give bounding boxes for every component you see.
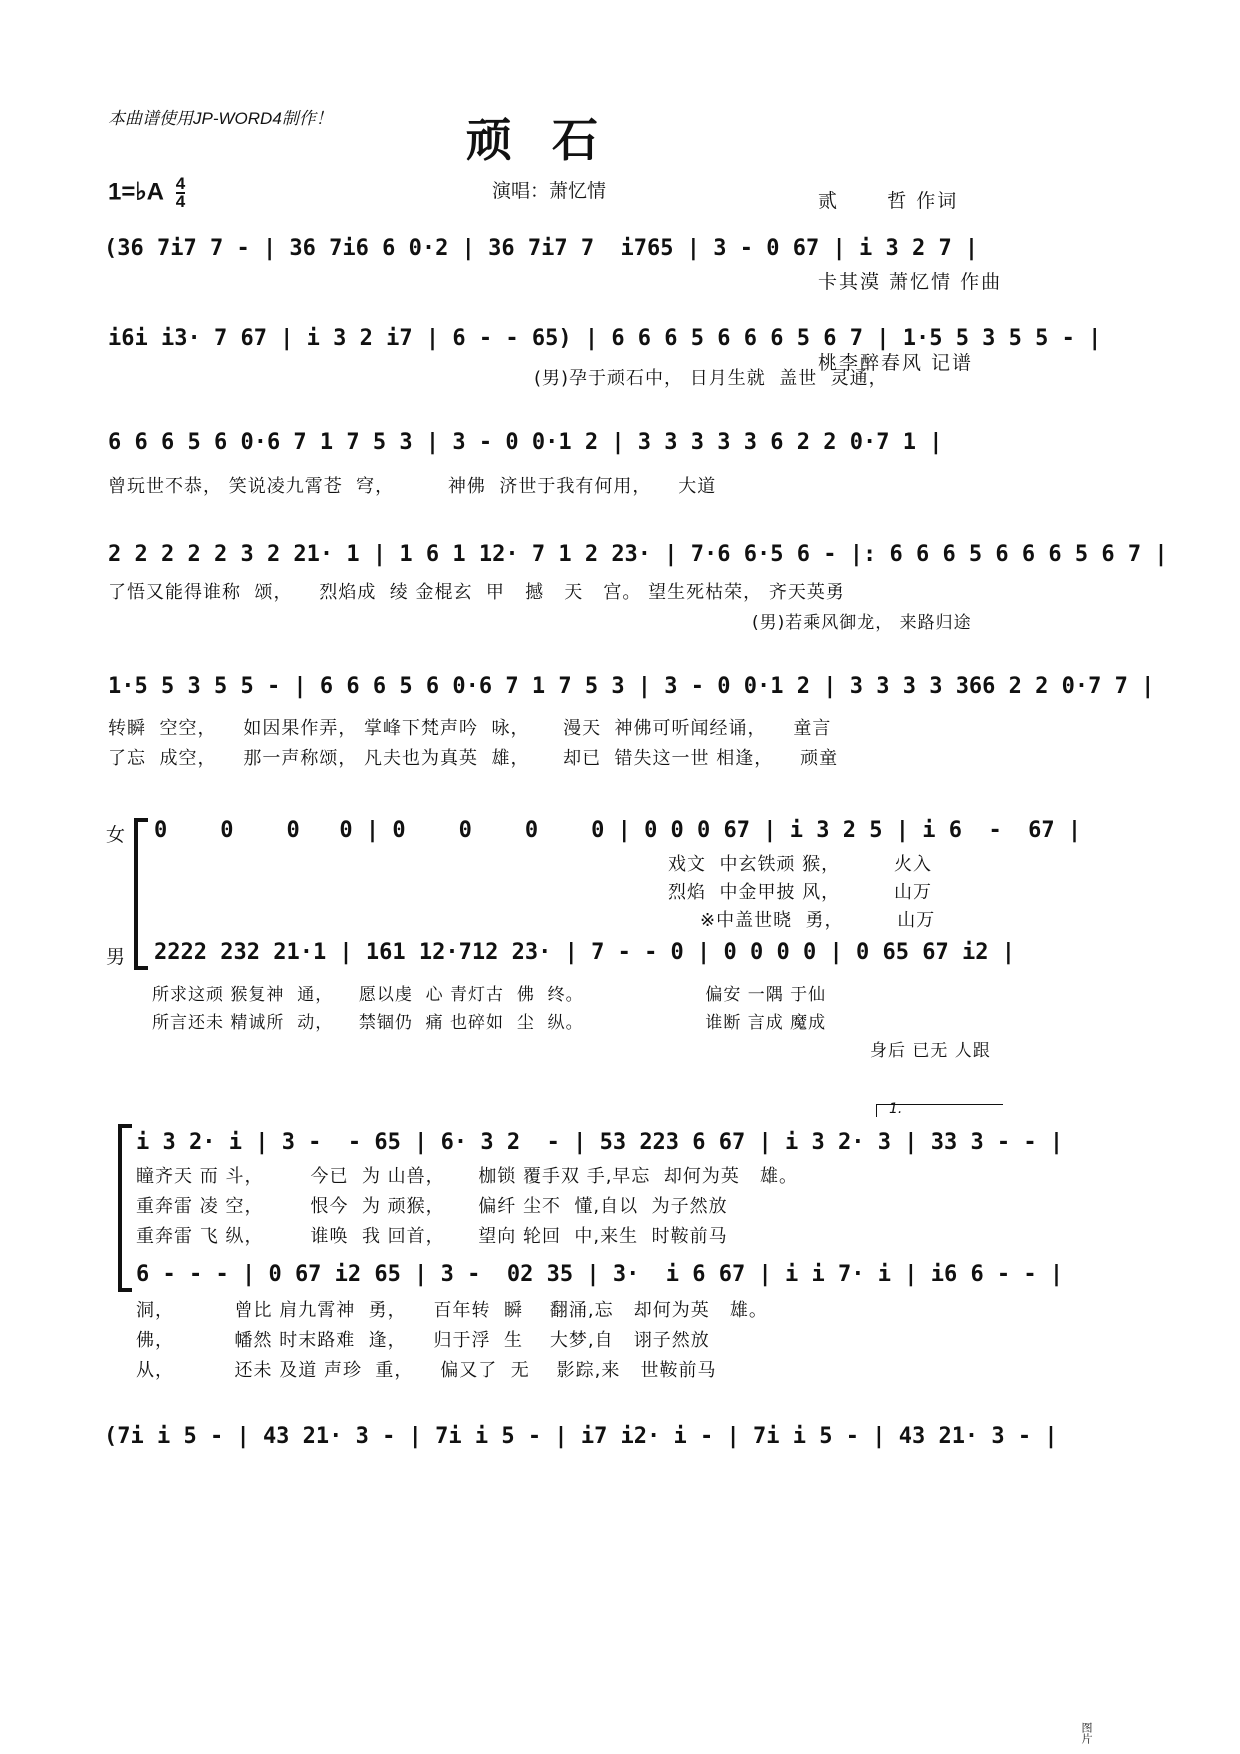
female-lyric-6a: 戏文 中玄铁顽 猴， 火入 <box>668 854 932 875</box>
score-line-8: (7i i 5 - | 43 21· 3 - | 7i i 5 - | i7 i2· i - | 7i i 5 - | 43 21· 3 - | <box>104 1424 1058 1449</box>
female-lyric-7b: 重奔雷 凌 空， 恨今 为 顽猴， 偏纤 尘不 懂,自以 为子然放 <box>136 1196 728 1217</box>
system-bracket-1 <box>134 818 138 970</box>
time-signature <box>176 176 185 210</box>
female-lyric-6b: 烈焰 中金甲披 风， 山万 <box>668 882 932 903</box>
female-score-line-6: 0 0 0 0 | 0 0 0 0 | 0 0 0 67 | i 3 2 5 | i 6 - 67 | <box>154 818 1082 843</box>
male-lyric-6b: 所言还未 精诚所 动， 禁锢仍 痛 也碎如 尘 纵。 谁断 言成 魔成 <box>152 1013 827 1033</box>
transcriber-credit: 桃李醉春风 记谱 <box>818 352 974 374</box>
male-lyric-7c: 从， 还未 及道 声珍 重， 偏又了 无 影踪,来 世鞍前马 <box>136 1360 717 1381</box>
female-lyric-6c: ※中盖世晓 勇， 山万 <box>700 910 936 931</box>
male-score-line-6: 2222 232 21·1 | 161 12·712 23· | 7 - - 0 | 0 0 0 0 | 0 65 67 i2 | <box>154 940 1015 965</box>
female-lyric-7c: 重奔雷 飞 纵， 谁唤 我 回首， 望向 轮回 中,来生 时鞍前马 <box>136 1226 728 1247</box>
lyricist-credit: 贰 哲 作词 <box>818 190 959 212</box>
key-text: 1=♭A <box>108 178 164 206</box>
composer-credit: 卡其漠 萧忆情 作曲 <box>818 271 1003 293</box>
female-score-line-7: i 3 2· i | 3 - - 65 | 6· 3 2 - | 53 223 6 67 | i 3 2· 3 | 33 3 - - | <box>136 1130 1064 1155</box>
corner-stamp: 图片 <box>1080 1722 1093 1744</box>
score-line-4: 2 2 2 2 2 3 2 21· 1 | 1 6 1 12· 7 1 2 23· | 7·6 6·5 6 - |: 6 6 6 5 6 6 6 5 6 7 | <box>108 542 1168 567</box>
system-bracket-2 <box>118 1124 122 1292</box>
female-lyric-7a: 瞳齐天 而 斗， 今已 为 山兽， 枷锁 覆手双 手,早忘 却何为英 雄。 <box>136 1166 799 1187</box>
female-part-label: 女 <box>106 824 126 846</box>
time-top: 4 <box>175 174 186 193</box>
score-line-2: i6i i3· 7 67 | i 3 2 i7 | 6 - - 65) | 6 6 6 5 6 6 6 5 6 7 | 1·5 5 3 5 5 - | <box>108 326 1102 351</box>
key-signature <box>108 176 185 210</box>
male-lyric-7b: 佛， 幡然 时末路难 逢， 归于浮 生 大梦,自 诩子然放 <box>136 1330 710 1351</box>
lyric-line-3: 曾玩世不恭， 笑说凌九霄苍 穹， 神佛 济世于我有何用， 大道 <box>108 476 717 497</box>
lyric-line-2: (男)孕于顽石中， 日月生就 盖世 灵通， <box>534 368 888 389</box>
singer-credit: 演唱：萧忆情 <box>492 180 607 202</box>
song-title: 顽石 <box>466 113 638 167</box>
male-part-label: 男 <box>106 946 126 968</box>
lyric-line-5b: 了忘 成空， 那一声称颂， 凡夫也为真英 雄， 却已 错失这一世 相逢， 顽童 <box>108 748 839 769</box>
score-line-3: 6 6 6 5 6 0·6 7 1 7 5 3 | 3 - 0 0·1 2 | 3 3 3 3 3 6 2 2 0·7 1 | <box>108 430 943 455</box>
lyric-line-4b: (男)若乘风御龙， 来路归途 <box>752 613 972 633</box>
lyric-line-5a: 转瞬 空空， 如因果作弄， 掌峰下梵声吟 咏， 漫天 神佛可听闻经诵， 童言 <box>108 718 832 739</box>
lyric-line-4a: 了悟又能得谁称 颂， 烈焰成 绫 金棍玄 甲 撼 天 宫。 望生死枯荣， 齐天英勇 <box>108 582 845 603</box>
score-line-5: 1·5 5 3 5 5 - | 6 6 6 5 6 0·6 7 1 7 5 3 | 3 - 0 0·1 2 | 3 3 3 3 366 2 2 0·7 7 | <box>108 674 1155 699</box>
time-bottom: 4 <box>175 192 186 211</box>
volta-bracket <box>876 1101 1003 1117</box>
male-score-line-7: 6 - - - | 0 67 i2 65 | 3 - 02 35 | 3· i 6 67 | i i 7· i | i6 6 - - | <box>136 1262 1064 1287</box>
male-lyric-6c: 身后 已无 人跟 <box>870 1041 991 1061</box>
volta-label: 1. <box>889 1101 903 1117</box>
software-note: 本曲谱使用JP-WORD4制作！ <box>108 109 333 128</box>
score-line-1: (36 7i7 7 - | 36 7i6 6 0·2 | 36 7i7 7 i765 | 3 - 0 67 | i 3 2 7 | <box>104 236 979 261</box>
male-lyric-7a: 洞， 曾比 肩九霄神 勇， 百年转 瞬 翻涌,忘 却何为英 雄。 <box>136 1300 768 1321</box>
male-lyric-6a: 所求这顽 猴复神 通， 愿以虔 心 青灯古 佛 终。 偏安 一隅 于仙 <box>152 985 827 1005</box>
